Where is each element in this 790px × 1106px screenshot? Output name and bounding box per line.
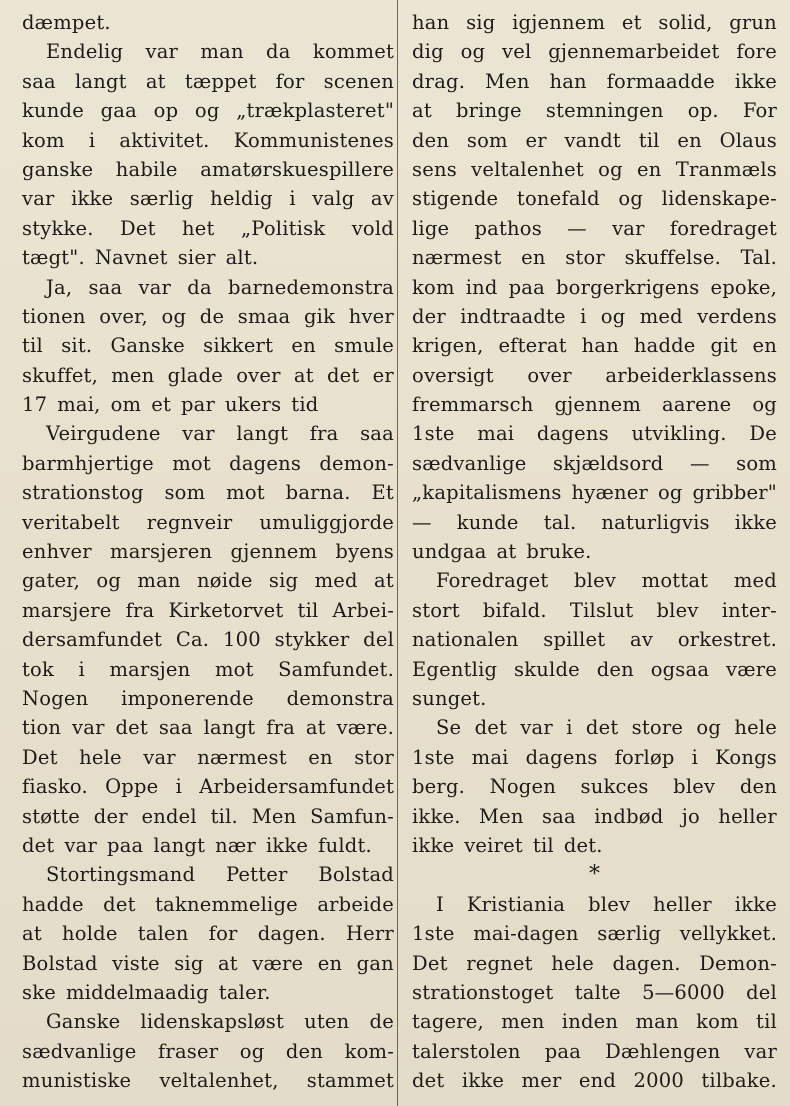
text-line: det var paa langt nær ikke fuldt.: [22, 833, 372, 857]
column-rule: [397, 0, 398, 1106]
text-line: det ikke mer end 2000 tilbake.: [412, 1069, 777, 1093]
text-line: at holde talen for dagen. Herr: [22, 922, 394, 946]
text-line: tionen over, og de smaa gik hver: [22, 304, 394, 328]
text-line: ganske habile amatørskuespillere: [22, 157, 394, 181]
text-line: han sig igjennem et solid, grun: [412, 11, 777, 34]
text-line: Bolstad viste sig at være en gan: [22, 951, 394, 975]
text-line: tok i marsjen mot Samfundet.: [22, 657, 394, 681]
right-column: [412, 8, 777, 1095]
text-line: tion var det saa langt fra at være.: [22, 716, 394, 740]
text-line: sunget.: [412, 686, 487, 710]
text-line: marsjere fra Kirketorvet til Arbei-: [22, 598, 394, 622]
text-line: stigende tonefald og lidenskape-: [412, 187, 777, 211]
text-line: 1ste mai dagens forløp i Kongs: [412, 745, 777, 769]
text-line: I Kristiania blev heller ikke: [436, 892, 777, 916]
text-line: 1ste mai dagens utvikling. De: [412, 422, 777, 446]
text-line: 1ste mai-dagen særlig vellykket.: [412, 922, 777, 946]
text-line: talerstolen paa Dæhlengen var: [412, 1039, 777, 1063]
text-line: gater, og man nøide sig med at: [22, 569, 394, 593]
text-line: kom ind paa borgerkrigens epoke,: [412, 275, 777, 299]
text-line: sens veltalenhet og en Tranmæls: [412, 157, 777, 181]
text-line: lige pathos — var foredraget: [412, 216, 777, 240]
text-line: stort bifald. Tilslut blev inter-: [412, 598, 777, 622]
text-line: Ganske lidenskapsløst uten de: [46, 1010, 394, 1034]
text-line: Endelig var man da kommet: [46, 40, 394, 64]
text-line: ikke veiret til det.: [412, 833, 603, 857]
text-line: hadde det taknemmelige arbeide: [22, 892, 394, 916]
left-column: [22, 8, 394, 1095]
text-line: nærmest en stor skuffelse. Tal.: [412, 246, 777, 270]
text-line: sædvanlige fraser og den kom-: [22, 1039, 394, 1063]
text-line: saa langt at tæppet for scenen: [22, 69, 394, 93]
text-line: Se det var i det store og hele: [436, 716, 777, 740]
text-line: munistiske veltalenhet, stammet: [22, 1069, 394, 1093]
text-line: fremmarsch gjennem aarene og: [412, 393, 777, 417]
text-line: oversigt over arbeiderklassens: [412, 363, 777, 387]
text-line: ikke. Men saa indbød jo heller: [412, 804, 777, 828]
text-line: strationstog som mot barna. Et: [22, 481, 394, 505]
text-line: — kunde tal. naturligvis ikke: [412, 510, 777, 534]
text-line: ske middelmaadig taler.: [22, 980, 271, 1004]
text-line: Foredraget blev mottat med: [436, 569, 777, 593]
section-separator-star: *: [589, 862, 600, 888]
text-line: at bringe stemningen op. For: [412, 99, 777, 123]
text-line: drag. Men han formaadde ikke: [412, 69, 777, 93]
text-line: Det regnet hele dagen. Demon-: [412, 951, 777, 975]
text-line: Veirgudene var langt fra saa: [46, 422, 394, 446]
text-line: sædvanlige skjældsord — som: [412, 451, 777, 475]
text-line: skuffet, men glade over at det er: [22, 363, 394, 387]
text-line: Det hele var nærmest en stor: [22, 745, 394, 769]
text-line: 17 mai, om et par ukers tid: [22, 393, 319, 417]
text-line: fiasko. Oppe i Arbeidersamfundet: [22, 775, 394, 799]
text-line: nationalen spillet av orkestret.: [412, 628, 777, 652]
text-line: kom i aktivitet. Kommunistenes: [22, 128, 394, 152]
text-line: Egentlig skulde den ogsaa være: [412, 657, 777, 681]
text-line: til sit. Ganske sikkert en smule: [22, 334, 394, 358]
text-line: stykke. Det het „Politisk vold: [22, 216, 394, 240]
text-line: tagere, men inden man kom til: [412, 1010, 777, 1034]
text-line: Nogen imponerende demonstra: [22, 686, 394, 710]
text-line: var ikke særlig heldig i valg av: [22, 187, 394, 211]
text-line: dersamfundet Ca. 100 stykker del: [22, 628, 394, 652]
text-line: Stortingsmand Petter Bolstad: [46, 863, 394, 887]
text-line: tægt". Navnet sier alt.: [22, 246, 259, 270]
text-line: veritabelt regnveir umuliggjorde: [22, 510, 394, 534]
text-line: kunde gaa op og „trækplasteret": [22, 99, 394, 123]
text-line: krigen, efterat han hadde git en: [412, 334, 777, 358]
text-line: dæmpet.: [22, 11, 111, 34]
text-line: undgaa at bruke.: [412, 540, 592, 564]
text-line: den som er vandt til en Olaus: [412, 128, 777, 152]
text-line: berg. Nogen sukces blev den: [412, 775, 777, 799]
text-line: enhver marsjeren gjennem byens: [22, 540, 394, 564]
text-line: støtte der endel til. Men Samfun-: [22, 804, 394, 828]
text-line: Ja, saa var da barnedemonstra: [46, 275, 394, 299]
text-line: dig og vel gjennemarbeidet fore: [412, 40, 777, 64]
text-line: strationstoget talte 5—6000 del: [412, 980, 777, 1004]
text-line: barmhjertige mot dagens demon-: [22, 451, 394, 475]
text-line: „kapitalismens hyæner og gribber": [412, 481, 777, 505]
text-line: der indtraadte i og med verdens: [412, 304, 777, 328]
